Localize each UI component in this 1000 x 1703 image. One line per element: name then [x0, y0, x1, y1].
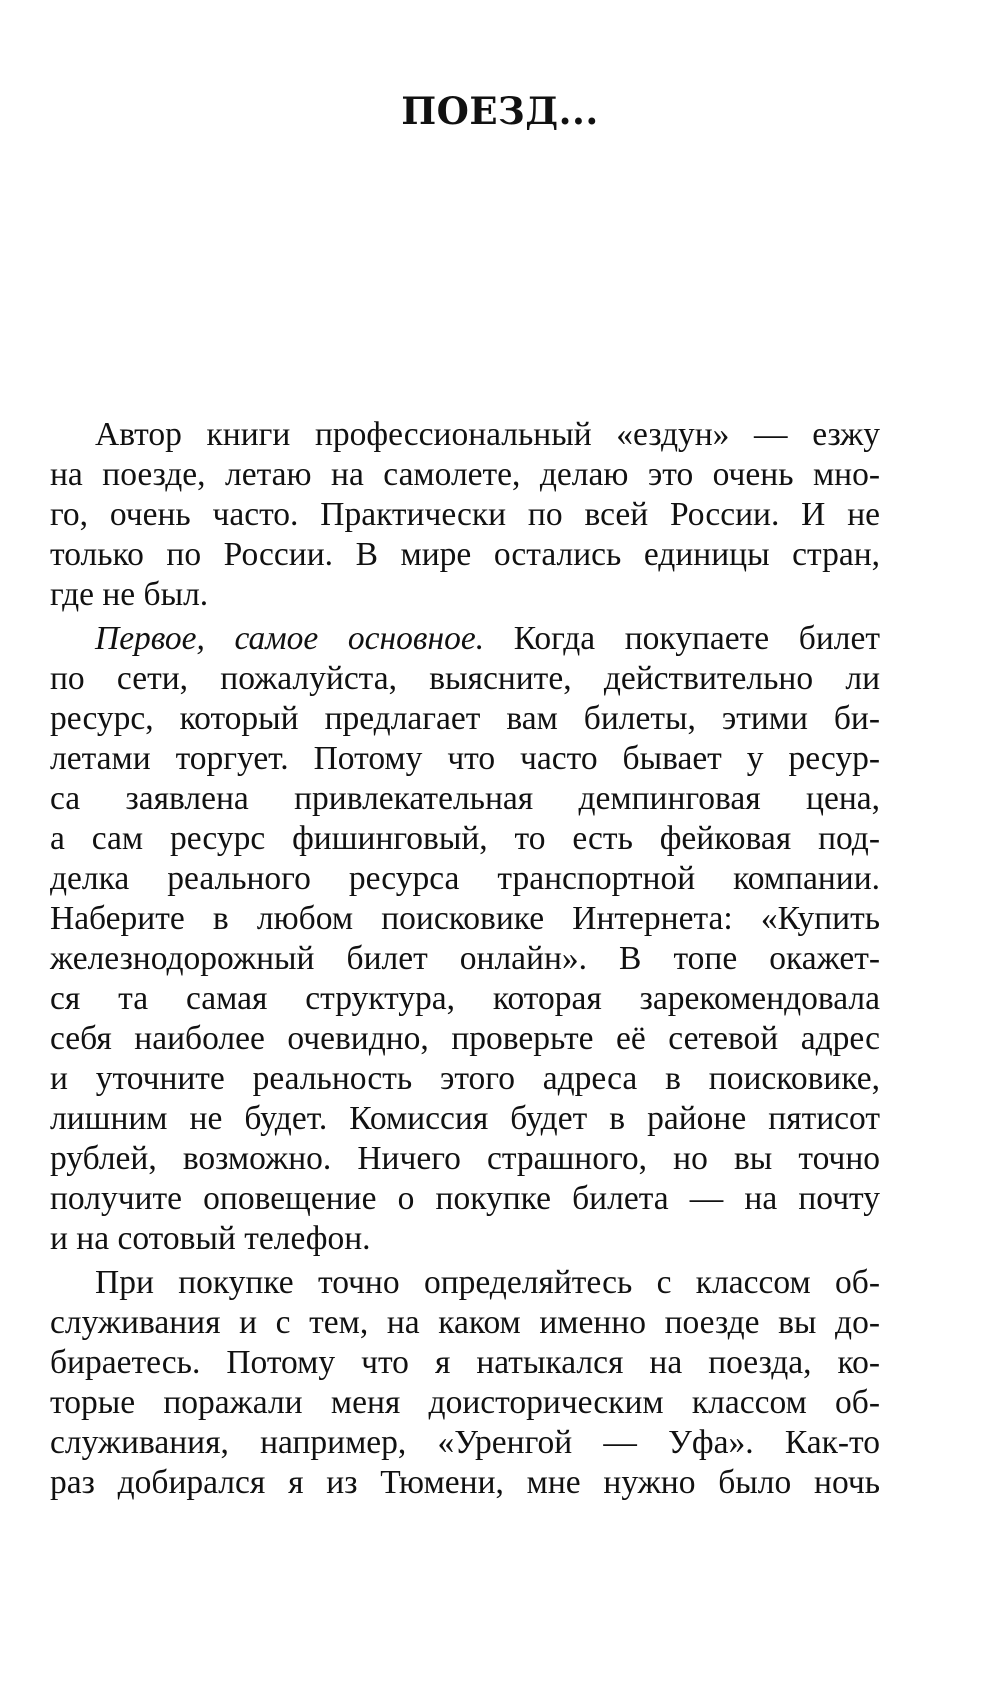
text-line: по сети, пожалуйста, выясните, действительно ли: [50, 660, 880, 697]
text-line: рублей, возможно. Ничего страшного, но вы точно: [50, 1140, 880, 1177]
text-line: са заявлена привлекательная демпинговая цена,: [50, 780, 880, 817]
text-line: ся та самая структура, которая зарекомендовала: [50, 980, 880, 1017]
text-line: и на сотовый телефон.: [50, 1220, 371, 1257]
text-line: раз добирался я из Тюмени, мне нужно было ночь: [50, 1464, 880, 1501]
text-line: Наберите в любом поисковике Интернета: «Купить: [50, 900, 880, 937]
paragraph-ticket-advice: [50, 619, 880, 1259]
paragraph-author-intro: [50, 415, 880, 615]
text-line: служивания, например, «Уренгой — Уфа». Как-то: [50, 1424, 880, 1461]
text-line: только по России. В мире остались единицы стран,: [50, 536, 880, 573]
text-line: делка реального ресурса транспортной компании.: [50, 860, 880, 897]
text-line-with-lead: [50, 619, 880, 659]
body-text: [50, 415, 880, 1503]
text-line: где не был.: [50, 576, 209, 613]
text-line: получите оповещение о покупке билета — на почту: [50, 1180, 880, 1217]
lead-line-rest: Когда покупаете билет: [484, 620, 880, 657]
text-line: летами торгует. Потому что часто бывает у ресур-: [50, 740, 880, 777]
paragraph-service-class: [50, 1263, 880, 1503]
text-line: служивания и с тем, на каком именно поезде вы до-: [50, 1304, 880, 1341]
text-line: ресурс, который предлагает вам билеты, этими би-: [50, 700, 880, 737]
text-line: а сам ресурс фишинговый, то есть фейковая под-: [50, 820, 880, 857]
text-line: на поезде, летаю на самолете, делаю это очень мно-: [50, 456, 880, 493]
text-line: лишним не будет. Комиссия будет в районе пятисот: [50, 1100, 880, 1137]
text-line: торые поражали меня доисторическим классом об-: [50, 1384, 880, 1421]
text-line: бираетесь. Потому что я натыкался на поезда, ко-: [50, 1344, 880, 1381]
text-line: себя наиболее очевидно, проверьте её сетевой адрес: [50, 1020, 880, 1057]
chapter-title: ПОЕЗД...: [401, 89, 599, 133]
text-line: Автор книги профессиональный «ездун» — езжу: [95, 416, 880, 453]
text-line: го, очень часто. Практически по всей России. И не: [50, 496, 880, 533]
text-line: и уточните реальность этого адреса в поисковике,: [50, 1060, 880, 1097]
italic-lead: Первое, самое основное.: [95, 620, 485, 657]
text-line: железнодорожный билет онлайн». В топе окажет-: [50, 940, 880, 977]
text-line: При покупке точно определяйтесь с классом об-: [95, 1264, 880, 1301]
